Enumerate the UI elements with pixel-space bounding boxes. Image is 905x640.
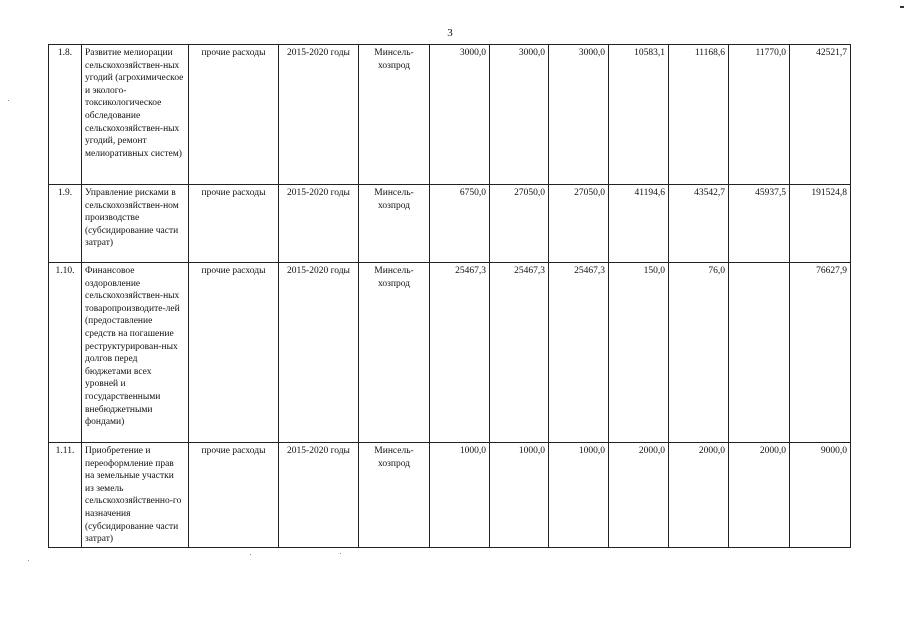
row-number: 1.10. xyxy=(49,263,82,443)
activity-name: Управление рисками в сельскохозяйствен-ном производстве (субсидирование части затрат) xyxy=(82,185,189,263)
value-cell: 11770,0 xyxy=(729,45,790,185)
value-cell: 43542,7 xyxy=(669,185,729,263)
table-row xyxy=(49,45,851,185)
page-number: 3 xyxy=(447,27,453,39)
value-cell: 2000,0 xyxy=(669,443,729,548)
total-cell: 191524,8 xyxy=(790,185,851,263)
value-cell: 1000,0 xyxy=(490,443,549,548)
expense-type: прочие расходы xyxy=(189,185,279,263)
total-cell: 76627,9 xyxy=(790,263,851,443)
table-row xyxy=(49,263,851,443)
value-cell: 1000,0 xyxy=(430,443,490,548)
row-number: 1.8. xyxy=(49,45,82,185)
budget-table xyxy=(48,44,851,548)
executor: Минсель-хозпрод xyxy=(359,263,430,443)
table-row xyxy=(49,185,851,263)
value-cell: 25467,3 xyxy=(430,263,490,443)
table-row xyxy=(49,443,851,548)
value-cell: 11168,6 xyxy=(669,45,729,185)
value-cell: 27050,0 xyxy=(490,185,549,263)
scan-artifact xyxy=(8,100,9,101)
period: 2015-2020 годы xyxy=(279,45,359,185)
scan-artifact xyxy=(340,553,341,554)
activity-name: Развитие мелиорации сельскохозяйствен-ных угодий (агрохимическое и эколого-токсикологическое обследование сельскохозяйствен-ных угодий, ремонт мелиоративных систем) xyxy=(82,45,189,185)
row-number: 1.11. xyxy=(49,443,82,548)
value-cell: 25467,3 xyxy=(549,263,609,443)
value-cell: 25467,3 xyxy=(490,263,549,443)
period: 2015-2020 годы xyxy=(279,443,359,548)
executor: Минсель-хозпрод xyxy=(359,45,430,185)
value-cell: 41194,6 xyxy=(609,185,669,263)
activity-name: Финансовое оздоровление сельскохозяйствен-ных товаропроизводите-лей (предоставление средств на погашение реструктурирован-ных долгов перед бюджетами всех уровней и государственными внебюджетными фондами) xyxy=(82,263,189,443)
expense-type: прочие расходы xyxy=(189,45,279,185)
value-cell: 150,0 xyxy=(609,263,669,443)
total-cell: 42521,7 xyxy=(790,45,851,185)
expense-type: прочие расходы xyxy=(189,443,279,548)
value-cell: 6750,0 xyxy=(430,185,490,263)
scan-artifact xyxy=(250,554,251,555)
value-cell: 10583,1 xyxy=(609,45,669,185)
value-cell: 3000,0 xyxy=(549,45,609,185)
value-cell: 27050,0 xyxy=(549,185,609,263)
value-cell: 3000,0 xyxy=(430,45,490,185)
executor: Минсель-хозпрод xyxy=(359,443,430,548)
expense-type: прочие расходы xyxy=(189,263,279,443)
scan-artifact xyxy=(28,560,29,561)
executor: Минсель-хозпрод xyxy=(359,185,430,263)
value-cell: 2000,0 xyxy=(609,443,669,548)
value-cell xyxy=(729,263,790,443)
value-cell: 1000,0 xyxy=(549,443,609,548)
row-number: 1.9. xyxy=(49,185,82,263)
value-cell: 45937,5 xyxy=(729,185,790,263)
scan-artifact xyxy=(900,6,904,8)
value-cell: 2000,0 xyxy=(729,443,790,548)
period: 2015-2020 годы xyxy=(279,185,359,263)
total-cell: 9000,0 xyxy=(790,443,851,548)
activity-name: Приобретение и переоформление прав на земельные участки из земель сельскохозяйственно-го назначения (субсидирование части затрат) xyxy=(82,443,189,548)
period: 2015-2020 годы xyxy=(279,263,359,443)
value-cell: 3000,0 xyxy=(490,45,549,185)
value-cell: 76,0 xyxy=(669,263,729,443)
